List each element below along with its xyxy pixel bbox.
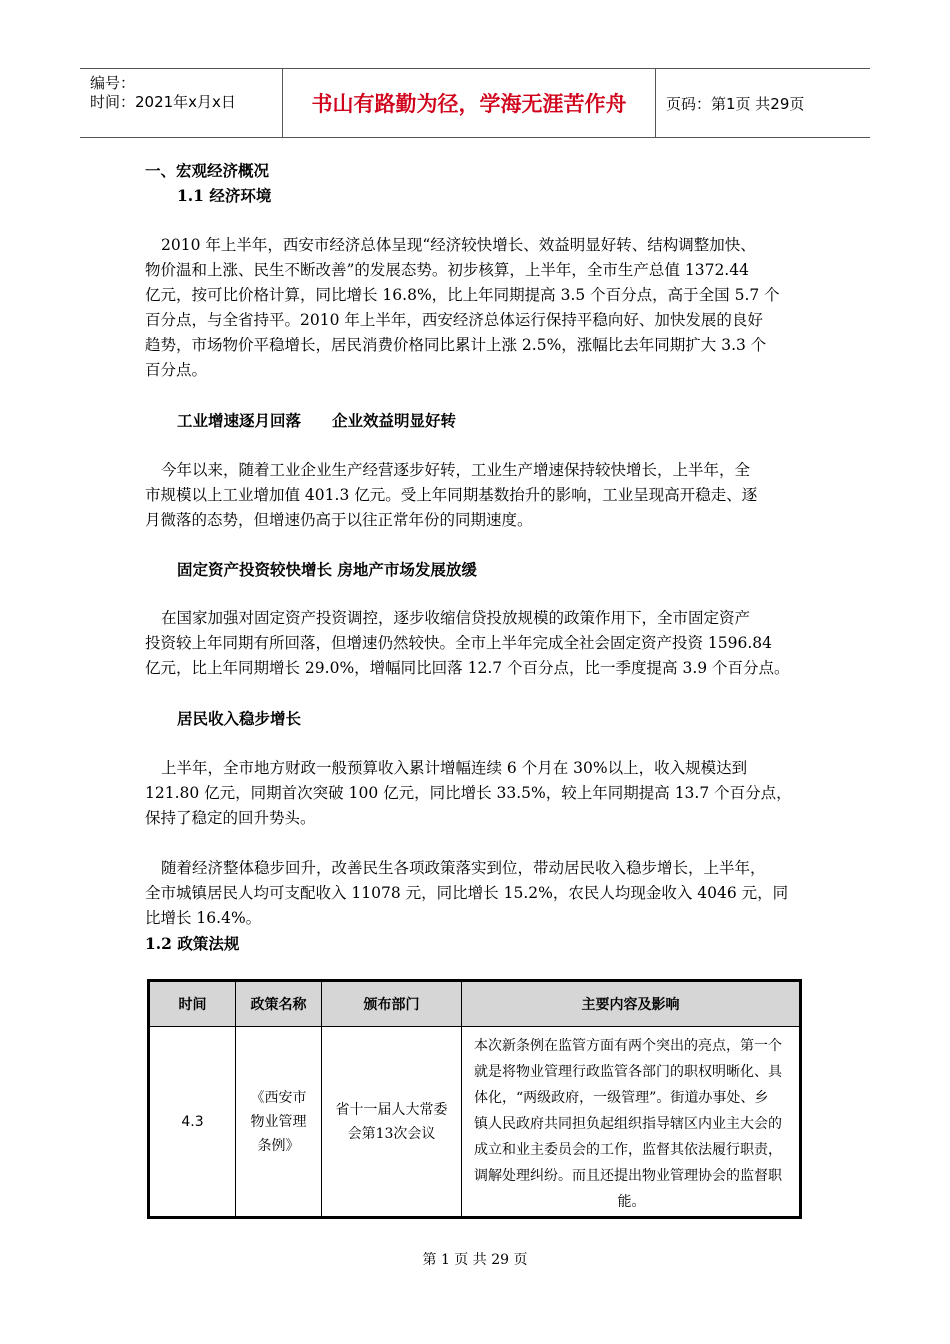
cell-time: 4.3	[150, 1027, 236, 1217]
col-header-content: 主要内容及影响	[462, 982, 800, 1027]
cell-line: 物业管理	[250, 1113, 307, 1130]
page-footer: 第 1 页 共 29 页	[422, 1252, 528, 1268]
table-row	[150, 1027, 800, 1217]
cell-line: 成立和业主委员会的工作，监督其依法履行职责，	[474, 1142, 782, 1158]
paragraph-line: 百分点。	[145, 361, 208, 379]
paragraph-line: 月微落的态势，但增速仍高于以往正常年份的同期速度。	[145, 511, 533, 529]
header-meta-cell	[80, 69, 283, 137]
policy-table	[147, 979, 802, 1219]
paragraph-line: 保持了稳定的回升势头。	[145, 809, 316, 827]
header-page-label: 页码：第1页 共29页	[666, 95, 805, 113]
cell-line: 能。	[617, 1194, 646, 1210]
cell-department	[322, 1027, 462, 1217]
paragraph-line: 市规模以上工业增加值 401.3 亿元。受上年同期基数抬升的影响，工业呈现高开稳走、逐	[145, 486, 758, 504]
paragraph-line: 121.80 亿元，同期首次突破 100 亿元，同比增长 33.5%，较上年同期提高 13.7 个百分点，	[145, 784, 792, 802]
cell-line: 条例》	[257, 1137, 300, 1154]
paragraph-line: 趋势，市场物价平稳增长，居民消费价格同比累计上涨 2.5%，涨幅比去年同期扩大 3.3 个	[145, 336, 767, 354]
cell-line: 《西安市	[250, 1089, 307, 1106]
paragraph-overview	[145, 233, 810, 383]
paragraph-income	[145, 856, 810, 931]
heading-investment: 固定资产投资较快增长 房地产市场发展放缓	[177, 560, 477, 579]
paragraph-line: 2010 年上半年，西安市经济总体呈现“经济较快增长、效益明显好转、结构调整加快、	[161, 236, 756, 254]
paragraph-line: 在国家加强对固定资产投资调控，逐步收缩信贷投放规模的政策作用下，全市固定资产	[161, 609, 751, 627]
heading-industry: 工业增速逐月回落 企业效益明显好转	[177, 411, 457, 430]
section-title: 一、宏观经济概况	[145, 161, 270, 180]
header-motto: 书山有路勤为径，学海无涯苦作舟	[283, 69, 656, 137]
cell-line: 会第13次会议	[347, 1125, 436, 1142]
cell-line: 本次新条例在监管方面有两个突出的亮点，第一个	[474, 1038, 782, 1054]
paragraph-revenue	[145, 756, 810, 831]
col-header-department: 颁布部门	[322, 982, 462, 1027]
cell-line: 体化，“两级政府，一级管理”。街道办事处、乡	[474, 1090, 769, 1106]
paragraph-line: 投资较上年同期有所回落，但增速仍然较快。全市上半年完成全社会固定资产投资 1596.84	[145, 634, 773, 652]
cell-line: 调解处理纠纷。而且还提出物业管理协会的监督职	[474, 1168, 782, 1184]
paragraph-investment	[145, 606, 810, 681]
paragraph-line: 百分点，与全省持平。2010 年上半年，西安经济总体运行保持平稳向好、加快发展的良好	[145, 311, 763, 329]
paragraph-line: 亿元，比上年同期增长 29.0%，增幅同比回落 12.7 个百分点，比一季度提高 3.9 个百分点。	[145, 659, 790, 677]
paragraph-line: 比增长 16.4%。	[145, 909, 262, 927]
page-header	[80, 68, 870, 138]
cell-content	[462, 1027, 800, 1217]
cell-line: 就是将物业管理行政监管各部门的职权明晰化、具	[474, 1064, 782, 1080]
paragraph-line: 随着经济整体稳步回升，改善民生各项政策落实到位，带动居民收入稳步增长，上半年，	[161, 859, 766, 877]
subsection-title-policy: 1.2 政策法规	[145, 934, 240, 953]
col-header-policy-name: 政策名称	[236, 982, 322, 1027]
cell-line: 镇人民政府共同担负起组织指导辖区内业主大会的	[474, 1116, 782, 1132]
col-header-time: 时间	[150, 982, 236, 1027]
doc-date-label: 时间：2021年x月x日	[90, 93, 236, 111]
doc-number-label: 编号：	[90, 74, 136, 92]
paragraph-industry	[145, 458, 810, 533]
paragraph-line: 全市城镇居民人均可支配收入 11078 元，同比增长 15.2%，农民人均现金收入 4046 元，同	[145, 884, 789, 902]
paragraph-line: 上半年，全市地方财政一般预算收入累计增幅连续 6 个月在 30%以上，收入规模达到	[161, 759, 748, 777]
heading-income: 居民收入稳步增长	[177, 709, 302, 728]
table-header-row	[150, 982, 800, 1027]
paragraph-line: 亿元，按可比价格计算，同比增长 16.8%，比上年同期提高 3.5 个百分点，高于全国 5.7 个	[145, 286, 780, 304]
paragraph-line: 今年以来，随着工业企业生产经营逐步好转，工业生产增速保持较快增长，上半年，全	[161, 461, 751, 479]
cell-policy-name	[236, 1027, 322, 1217]
subsection-title-economy: 1.1 经济环境	[177, 186, 272, 205]
paragraph-line: 物价温和上涨、民生不断改善”的发展态势。初步核算，上半年，全市生产总值 1372.44	[145, 261, 749, 279]
cell-line: 省十一届人大常委	[335, 1101, 448, 1118]
